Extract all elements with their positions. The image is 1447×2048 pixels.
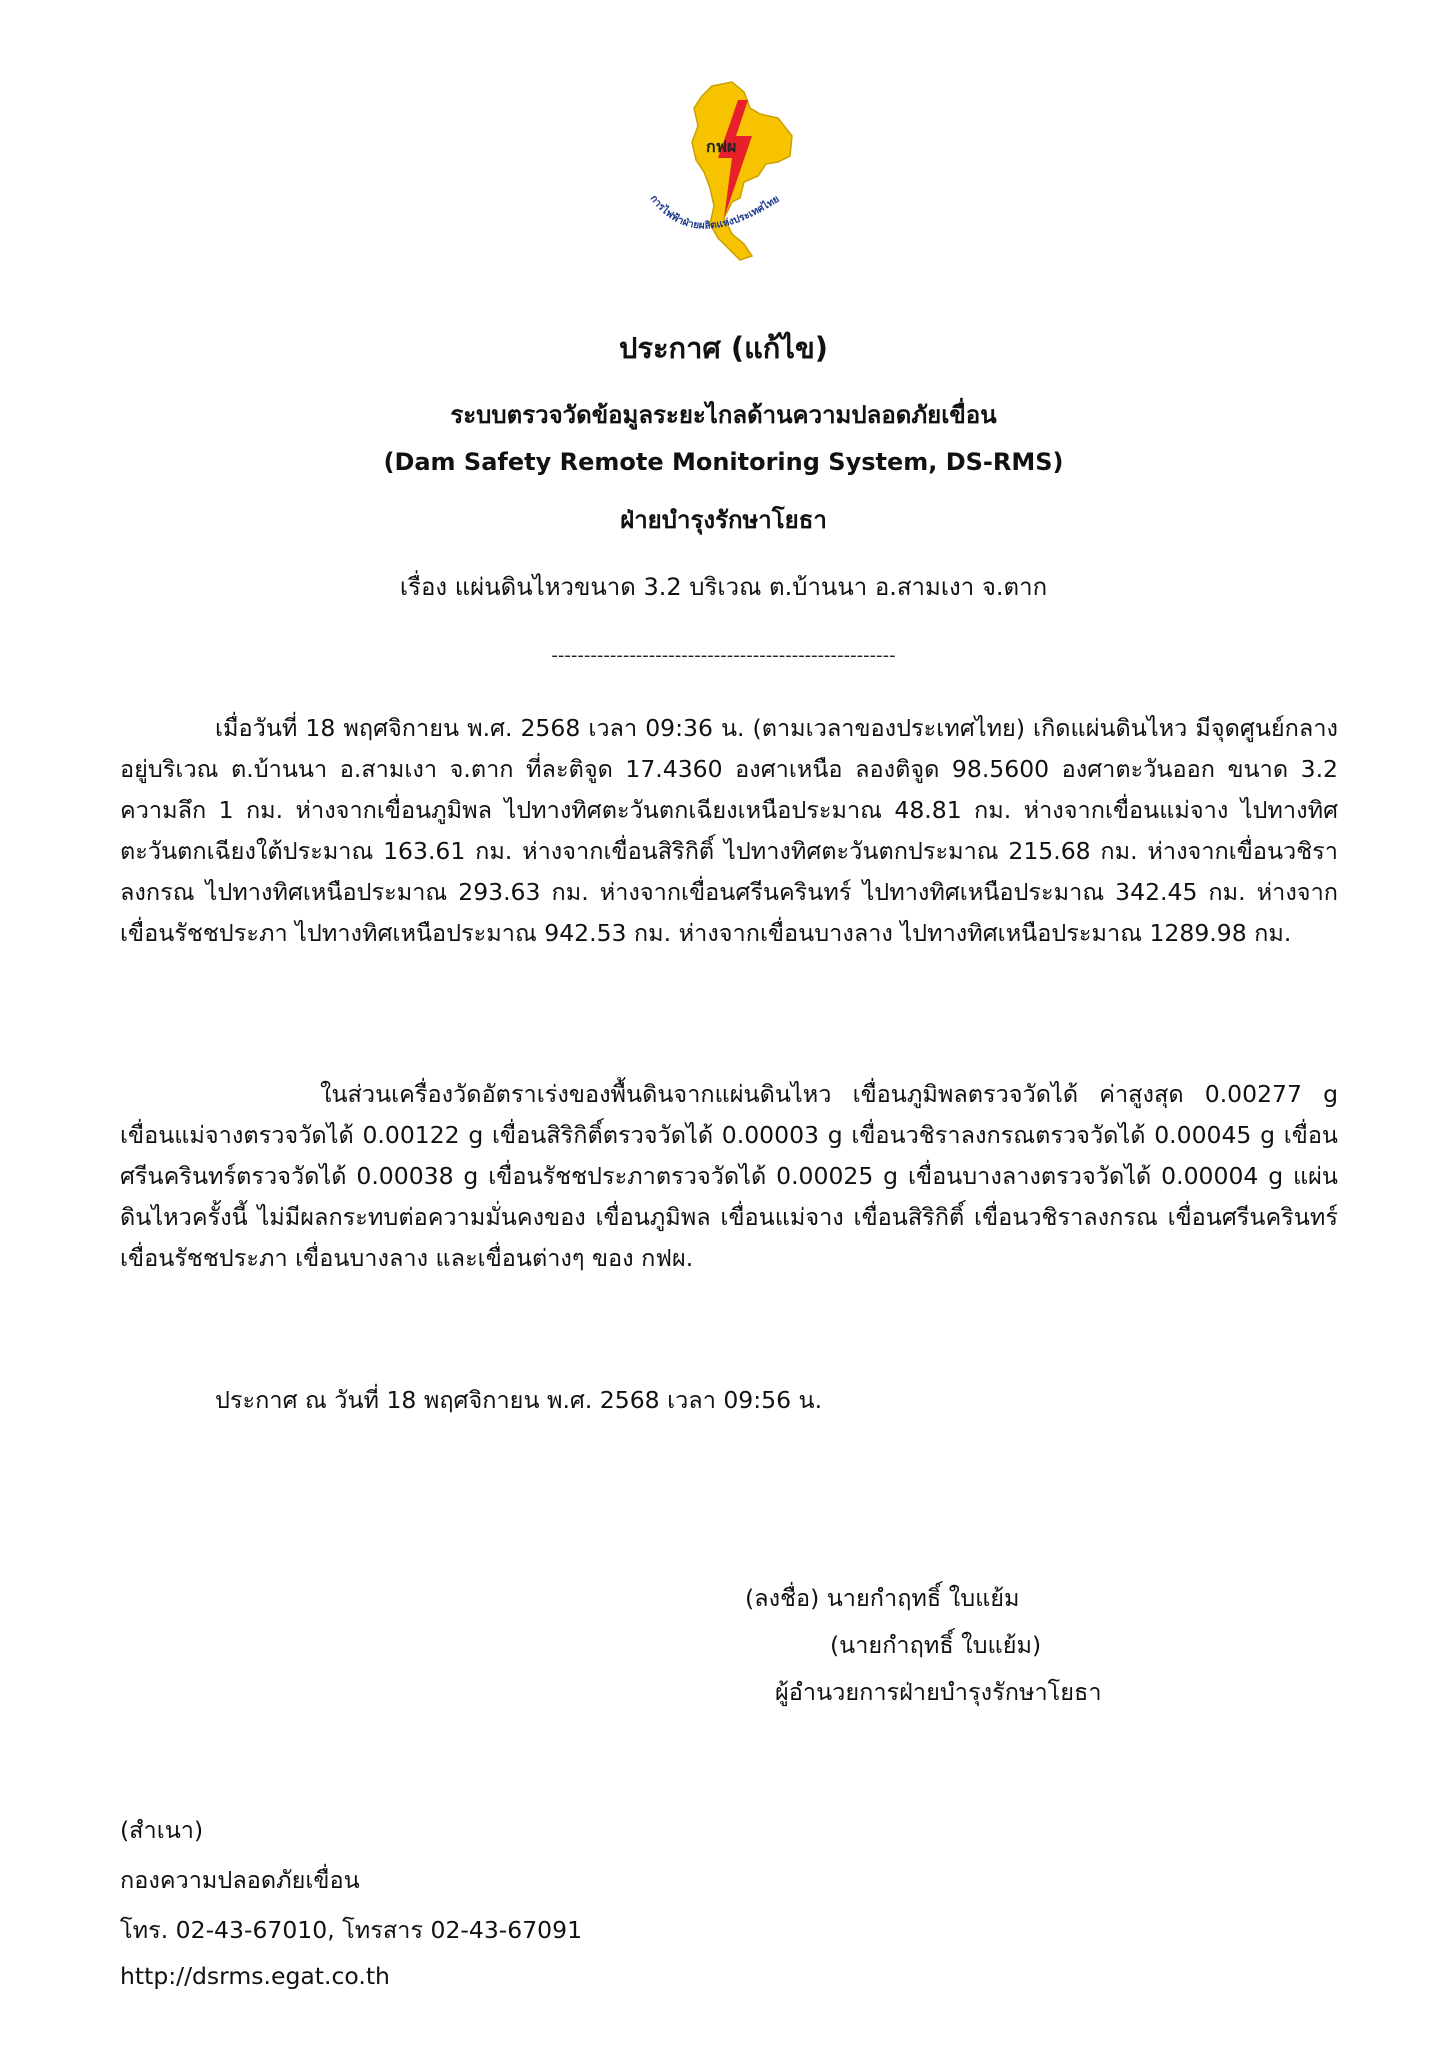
divider: ----------------------------------------------------- bbox=[551, 645, 896, 666]
signer-position: ผู้อำนวยการฝ่ายบำรุงรักษาโยธา bbox=[775, 1678, 1102, 1706]
contact-phone: โทร. 02-43-67010, โทรสาร 02-43-67091 bbox=[120, 1916, 583, 1944]
announcement-date: ประกาศ ณ วันที่ 18 พฤศจิกายน พ.ศ. 2568 เวลา 09:56 น. bbox=[215, 1386, 823, 1414]
signature-line: (ลงชื่อ) นายกำฤทธิ์ ใบแย้ม bbox=[745, 1584, 1020, 1612]
copy-label: (สำเนา) bbox=[120, 1816, 204, 1844]
svg-text:กฟผ: กฟผ bbox=[706, 137, 737, 156]
department-name: ฝ่ายบำรุงรักษาโยธา bbox=[620, 506, 827, 534]
paragraph-acceleration-readings: ในส่วนเครื่องวัดอัตราเร่งของพื้นดินจากแผ่นดินไหว เขื่อนภูมิพลตรวจวัดได้ ค่าสูงสุด 0.00277 g เขื่อนแม่จางตรวจวัดได้ 0.00122 g เขื่อนสิริกิติ์ตรวจวัดได้ 0.00003 g เขื่อนวชิราลงกรณตรวจวัดได้ 0.00045 g เขื่อนศรีนครินทร์ตรวจวัดได้ 0.00038 g เขื่อนรัชชประภาตรวจวัดได้ 0.00025 g เขื่อนบางลางตรวจวัดได้ 0.00004 g แผ่นดินไหวครั้งนี้ ไม่มีผลกระทบต่อความมั่นคงของ เขื่อนภูมิพล เขื่อนแม่จาง เขื่อนสิริกิติ์ เขื่อนวชิราลงกรณ เขื่อนศรีนครินทร์ เขื่อนรัชชประภา เขื่อนบางลาง และเขื่อนต่างๆ ของ กฟผ. bbox=[120, 1080, 1338, 1272]
subject-line: เรื่อง แผ่นดินไหวขนาด 3.2 บริเวณ ต.บ้านนา อ.สามเงา จ.ตาก bbox=[399, 573, 1048, 601]
thailand-map-icon bbox=[640, 78, 820, 268]
page-title: ประกาศ (แก้ไข) bbox=[618, 331, 829, 365]
website-link[interactable]: http://dsrms.egat.co.th bbox=[120, 1962, 390, 1990]
division-name: กองความปลอดภัยเขื่อน bbox=[120, 1866, 360, 1894]
system-name-english: (Dam Safety Remote Monitoring System, DS-RMS) bbox=[383, 448, 1064, 476]
paragraph-earthquake-details: เมื่อวันที่ 18 พฤศจิกายน พ.ศ. 2568 เวลา 09:36 น. (ตามเวลาของประเทศไทย) เกิดแผ่นดินไหว มีจุดศูนย์กลางอยู่บริเวณ ต.บ้านนา อ.สามเงา จ.ตาก ที่ละติจูด 17.4360 องศาเหนือ ลองติจูด 98.5600 องศาตะวันออก ขนาด 3.2 ความลึก 1 กม. ห่างจากเขื่อนภูมิพล ไปทางทิศตะวันตกเฉียงเหนือประมาณ 48.81 กม. ห่างจากเขื่อนแม่จาง ไปทางทิศตะวันตกเฉียงใต้ประมาณ 163.61 กม. ห่างจากเขื่อนสิริกิติ์ ไปทางทิศตะวันตกประมาณ 215.68 กม. ห่างจากเขื่อนวชิราลงกรณ ไปทางทิศเหนือประมาณ 293.63 กม. ห่างจากเขื่อนศรีนครินทร์ ไปทางทิศเหนือประมาณ 342.45 กม. ห่างจากเขื่อนรัชชประภา ไปทางทิศเหนือประมาณ 942.53 กม. ห่างจากเขื่อนบางลาง ไปทางทิศเหนือประมาณ 1289.98 กม. bbox=[120, 714, 1338, 947]
egat-logo bbox=[640, 78, 820, 268]
svg-text:การไฟฟ้าฝ่ายผลิตแห่งประเทศไทย: การไฟฟ้าฝ่ายผลิตแห่งประเทศไทย bbox=[647, 193, 782, 232]
signer-name: (นายกำฤทธิ์ ใบแย้ม) bbox=[830, 1631, 1042, 1659]
system-name-thai: ระบบตรวจวัดข้อมูลระยะไกลด้านความปลอดภัยเขื่อน bbox=[450, 401, 997, 429]
